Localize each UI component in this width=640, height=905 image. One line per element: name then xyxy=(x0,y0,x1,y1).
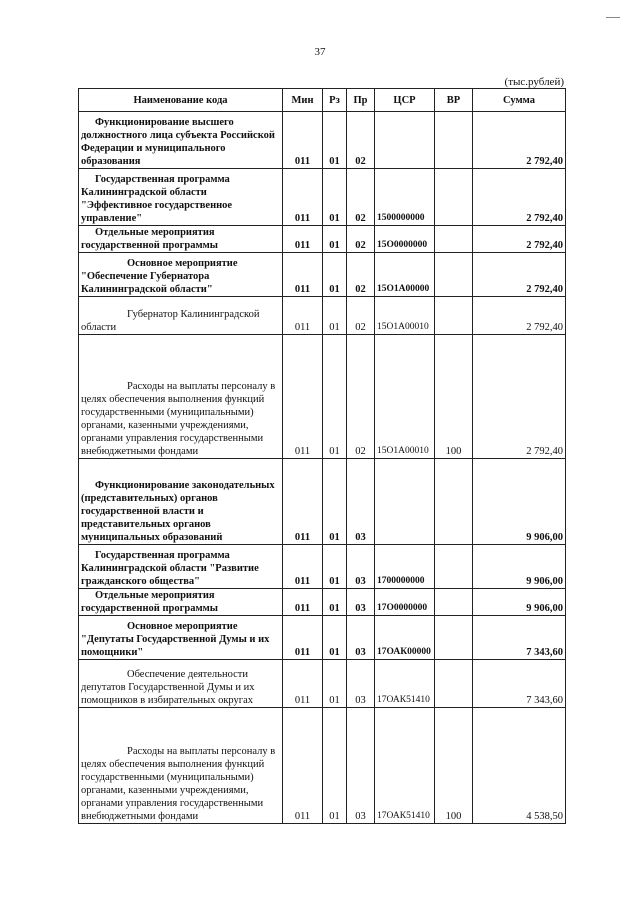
row-rz-cell: 01 xyxy=(323,708,347,824)
row-min-cell: 011 xyxy=(283,297,323,335)
row-min-cell: 011 xyxy=(283,169,323,226)
table-row xyxy=(79,169,566,226)
row-name-cell: Основное мероприятие "Депутаты Государственной Думы и их помощники" xyxy=(79,616,283,660)
table-row xyxy=(79,253,566,297)
row-min-cell: 011 xyxy=(283,253,323,297)
table-row xyxy=(79,226,566,253)
row-name-cell: Государственная программа Калининградской области "Развитие гражданского общества" xyxy=(79,545,283,589)
row-name-cell: Основное мероприятие "Обеспечение Губернатора Калининградской области" xyxy=(79,253,283,297)
row-vr-cell xyxy=(435,112,473,169)
table-row xyxy=(79,589,566,616)
row-sum-cell: 2 792,40 xyxy=(473,169,566,226)
row-name-cell: Обеспечение деятельности депутатов Государственной Думы и их помощников в избирательных округах xyxy=(79,660,283,708)
row-vr-cell xyxy=(435,253,473,297)
row-rz-cell: 01 xyxy=(323,616,347,660)
header-pr: Пр xyxy=(347,89,375,112)
row-rz-cell: 01 xyxy=(323,226,347,253)
row-rz-cell: 01 xyxy=(323,112,347,169)
row-vr-cell: 100 xyxy=(435,335,473,459)
row-name-cell: Функционирование высшего должностного лица субъекта Российской Федерации и муниципального образования xyxy=(79,112,283,169)
row-sum-cell: 9 906,00 xyxy=(473,459,566,545)
row-vr-cell xyxy=(435,589,473,616)
row-csr-cell: 17О0000000 xyxy=(375,589,435,616)
row-pr-cell: 03 xyxy=(347,545,375,589)
table-row xyxy=(79,459,566,545)
row-min-cell: 011 xyxy=(283,459,323,545)
row-sum-cell: 9 906,00 xyxy=(473,545,566,589)
row-min-cell: 011 xyxy=(283,616,323,660)
row-csr-cell xyxy=(375,459,435,545)
row-min-cell: 011 xyxy=(283,226,323,253)
row-csr-cell: 17ОАК00000 xyxy=(375,616,435,660)
header-csr: ЦСР xyxy=(375,89,435,112)
row-sum-cell: 2 792,40 xyxy=(473,226,566,253)
row-csr-cell: 17ОАК51410 xyxy=(375,660,435,708)
row-csr-cell: 15О1А00000 xyxy=(375,253,435,297)
row-rz-cell: 01 xyxy=(323,459,347,545)
row-pr-cell: 02 xyxy=(347,335,375,459)
row-sum-cell: 2 792,40 xyxy=(473,335,566,459)
row-pr-cell: 02 xyxy=(347,297,375,335)
row-min-cell: 011 xyxy=(283,112,323,169)
row-rz-cell: 01 xyxy=(323,589,347,616)
budget-table xyxy=(78,88,566,824)
row-name-cell: Расходы на выплаты персоналу в целях обеспечения выполнения функций государственными (муниципальными) органами, казенными учреждениями, органами управления государственными внебюджетными фондами xyxy=(79,335,283,459)
unit-label: (тыс.рублей) xyxy=(504,76,564,88)
table-row xyxy=(79,335,566,459)
row-csr-cell: 15О0000000 xyxy=(375,226,435,253)
row-csr-cell: 17ОАК51410 xyxy=(375,708,435,824)
row-rz-cell: 01 xyxy=(323,660,347,708)
table-body xyxy=(79,112,566,824)
row-rz-cell: 01 xyxy=(323,169,347,226)
row-csr-cell: 15О1А00010 xyxy=(375,297,435,335)
row-pr-cell: 02 xyxy=(347,169,375,226)
row-name-cell: Расходы на выплаты персоналу в целях обеспечения выполнения функций государственными (муниципальными) органами, казенными учреждениями, органами управления государственными внебюджетными фондами xyxy=(79,708,283,824)
row-pr-cell: 02 xyxy=(347,226,375,253)
table-row xyxy=(79,616,566,660)
row-min-cell: 011 xyxy=(283,589,323,616)
table-header-row xyxy=(79,89,566,112)
row-pr-cell: 02 xyxy=(347,112,375,169)
row-min-cell: 011 xyxy=(283,660,323,708)
row-pr-cell: 03 xyxy=(347,616,375,660)
row-name-cell: Государственная программа Калининградской области "Эффективное государственное управление" xyxy=(79,169,283,226)
row-vr-cell xyxy=(435,545,473,589)
row-vr-cell xyxy=(435,616,473,660)
row-pr-cell: 03 xyxy=(347,589,375,616)
row-vr-cell xyxy=(435,169,473,226)
row-min-cell: 011 xyxy=(283,708,323,824)
row-vr-cell xyxy=(435,660,473,708)
row-sum-cell: 7 343,60 xyxy=(473,616,566,660)
row-sum-cell: 9 906,00 xyxy=(473,589,566,616)
row-csr-cell xyxy=(375,112,435,169)
row-pr-cell: 03 xyxy=(347,708,375,824)
table-row xyxy=(79,660,566,708)
row-pr-cell: 03 xyxy=(347,459,375,545)
header-min: Мин xyxy=(283,89,323,112)
row-sum-cell: 7 343,60 xyxy=(473,660,566,708)
row-vr-cell xyxy=(435,226,473,253)
row-sum-cell: 2 792,40 xyxy=(473,112,566,169)
row-min-cell: 011 xyxy=(283,545,323,589)
page-number: 37 xyxy=(314,46,326,58)
row-sum-cell: 2 792,40 xyxy=(473,297,566,335)
header-name: Наименование кода xyxy=(79,89,283,112)
row-name-cell: Отдельные мероприятия государственной программы xyxy=(79,226,283,253)
table-row xyxy=(79,545,566,589)
row-sum-cell: 4 538,50 xyxy=(473,708,566,824)
row-csr-cell: 1500000000 xyxy=(375,169,435,226)
row-rz-cell: 01 xyxy=(323,253,347,297)
row-min-cell: 011 xyxy=(283,335,323,459)
table-row xyxy=(79,112,566,169)
row-vr-cell xyxy=(435,297,473,335)
row-pr-cell: 03 xyxy=(347,660,375,708)
row-vr-cell xyxy=(435,459,473,545)
corner-mark xyxy=(606,17,620,18)
row-vr-cell: 100 xyxy=(435,708,473,824)
header-sum: Сумма xyxy=(473,89,566,112)
row-sum-cell: 2 792,40 xyxy=(473,253,566,297)
table-row xyxy=(79,297,566,335)
row-csr-cell: 15О1А00010 xyxy=(375,335,435,459)
row-name-cell: Функционирование законодательных (представительных) органов государственной власти и представительных органов муниципальных образований xyxy=(79,459,283,545)
row-rz-cell: 01 xyxy=(323,545,347,589)
row-pr-cell: 02 xyxy=(347,253,375,297)
table-row xyxy=(79,708,566,824)
header-rz: Рз xyxy=(323,89,347,112)
header-vr: ВР xyxy=(435,89,473,112)
row-name-cell: Отдельные мероприятия государственной программы xyxy=(79,589,283,616)
row-csr-cell: 1700000000 xyxy=(375,545,435,589)
row-rz-cell: 01 xyxy=(323,297,347,335)
row-name-cell: Губернатор Калининградской области xyxy=(79,297,283,335)
row-rz-cell: 01 xyxy=(323,335,347,459)
